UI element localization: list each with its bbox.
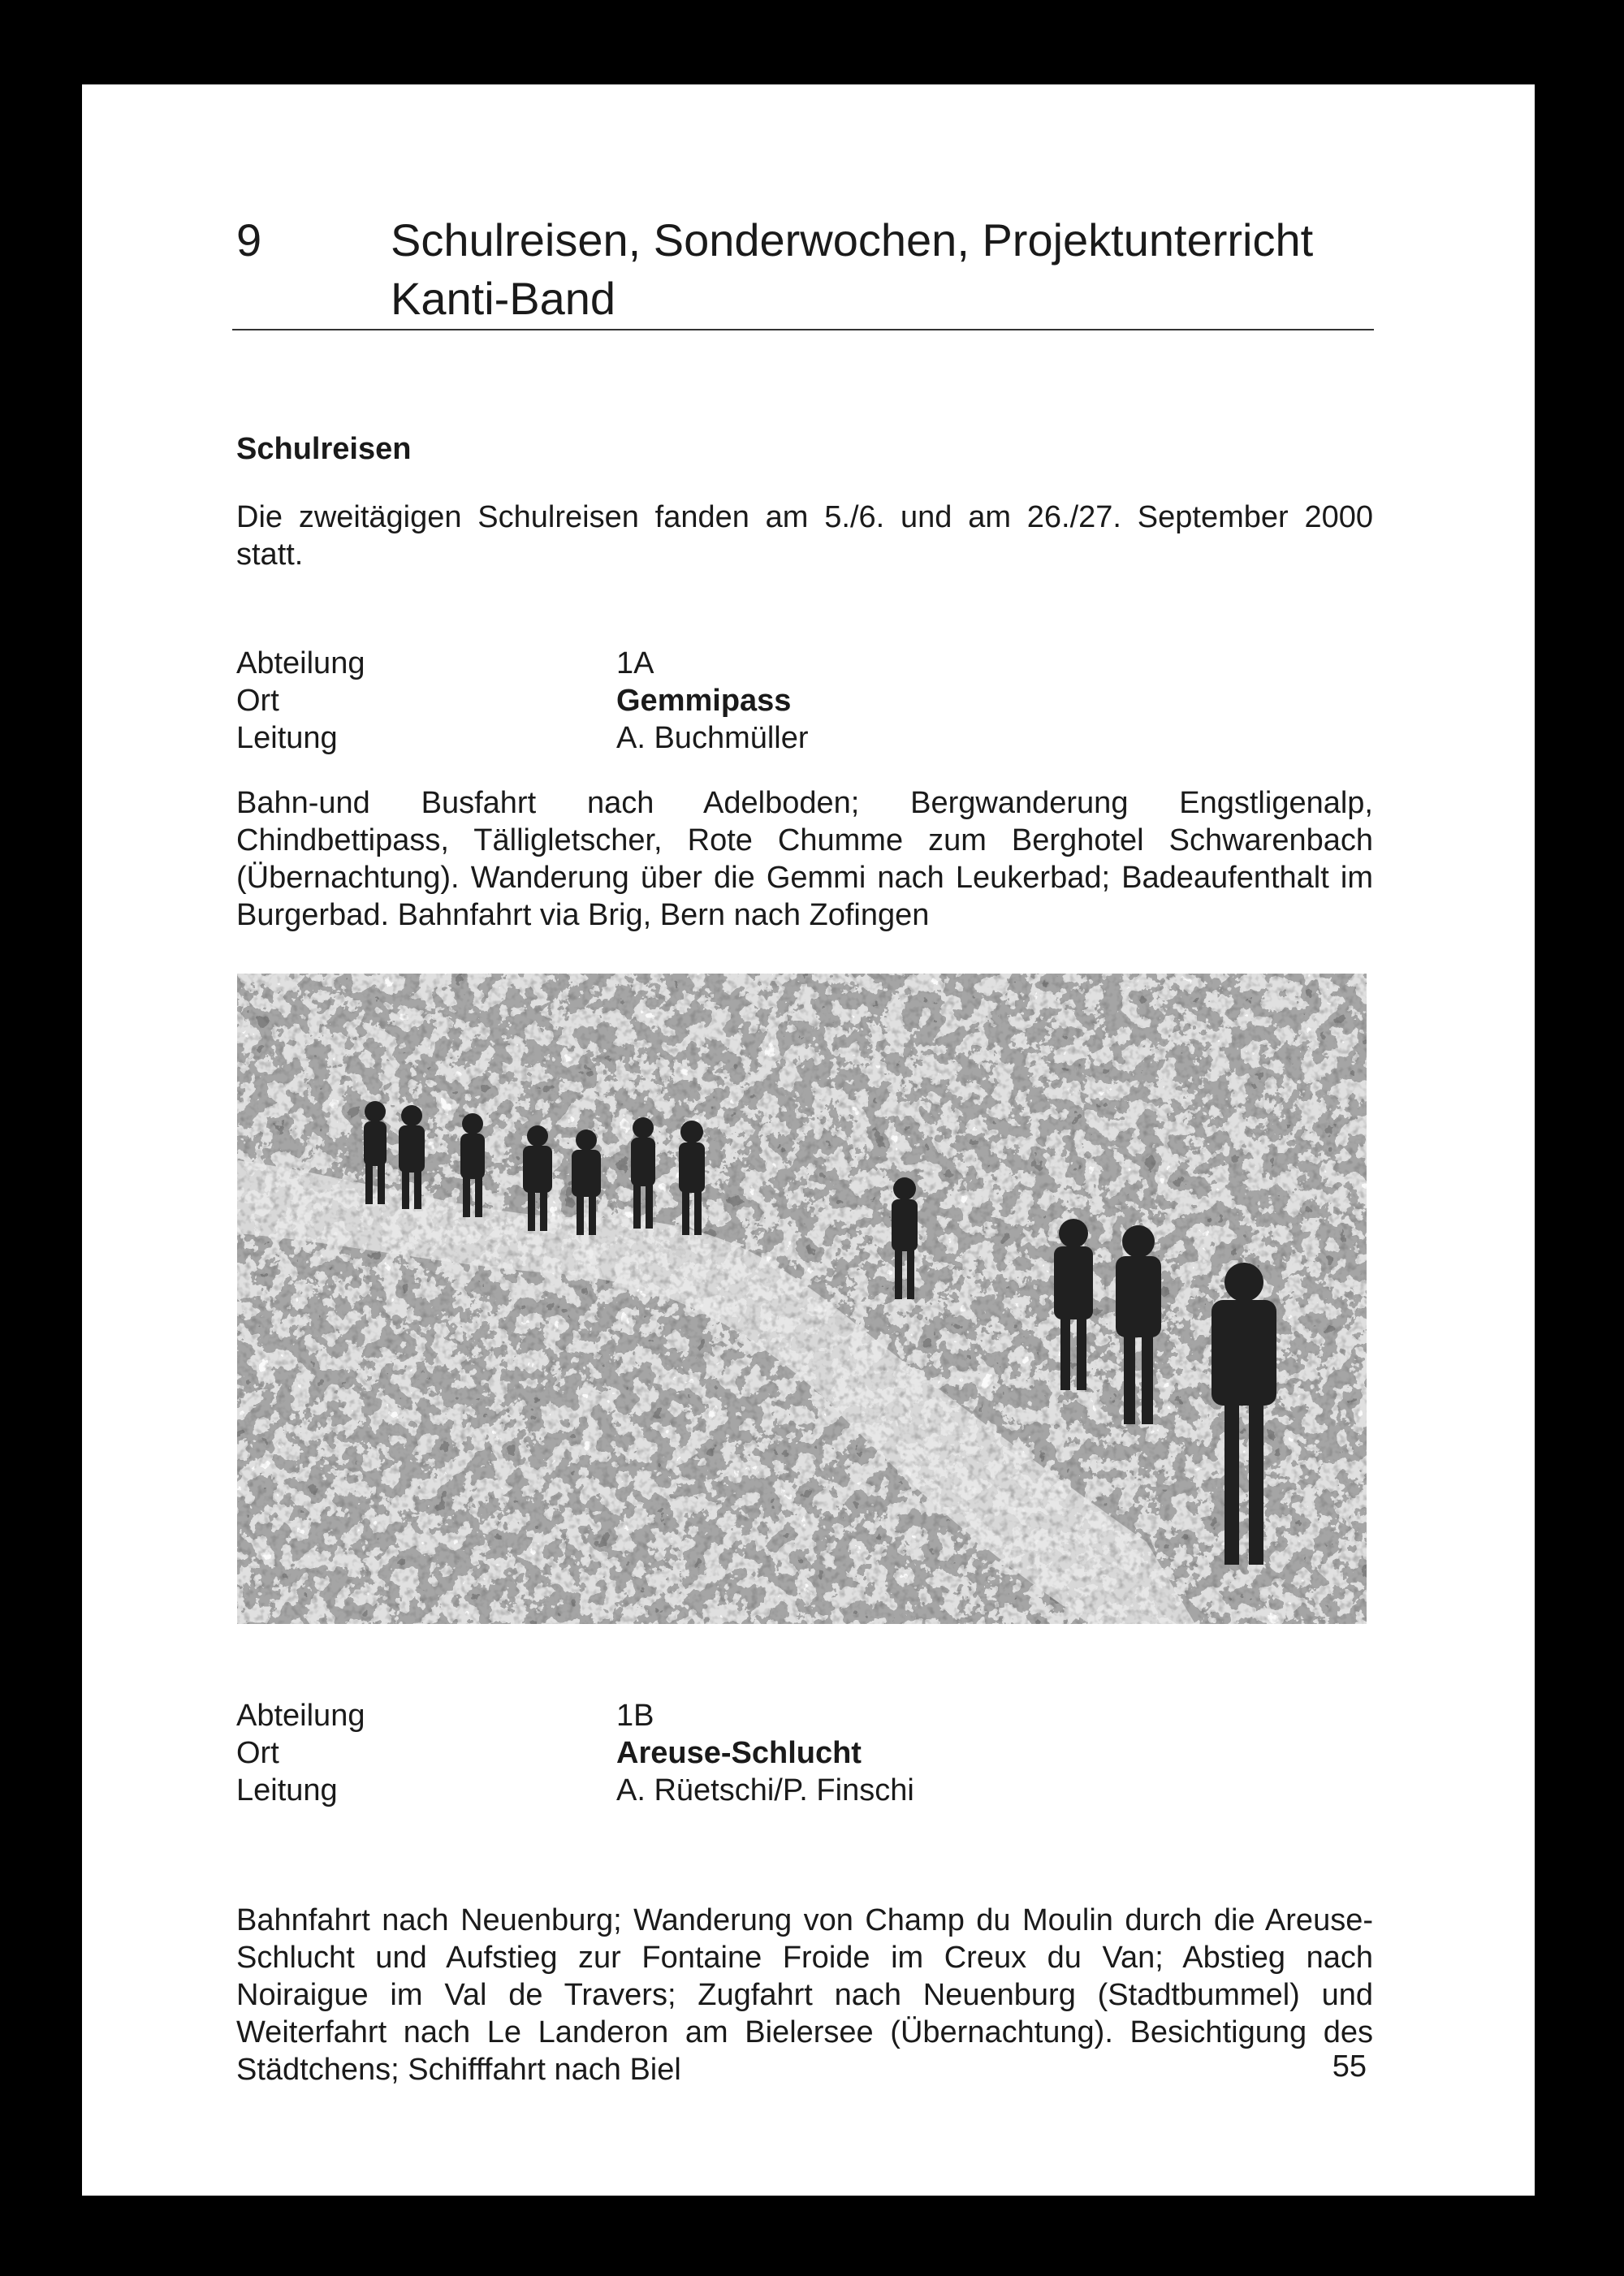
leitung-label: Leitung <box>236 721 338 755</box>
hiking-photo <box>237 974 1367 1624</box>
ort-label: Ort <box>236 684 279 718</box>
abteilung-label: Abteilung <box>236 1699 365 1733</box>
leitung-label: Leitung <box>236 1773 338 1807</box>
info-row-leitung <box>236 719 809 757</box>
info-row-abteilung <box>236 1697 914 1734</box>
chapter-divider <box>232 329 1374 330</box>
ort-value: Areuse-Schlucht <box>616 1736 862 1770</box>
chapter-title <box>391 211 1471 328</box>
trip-info-1a <box>236 645 809 757</box>
chapter-title-line-1: Schulreisen, Sonderwochen, Projektunterricht <box>391 214 1314 266</box>
ort-value: Gemmipass <box>616 684 792 718</box>
info-row-abteilung <box>236 645 809 682</box>
chapter-number: 9 <box>236 214 262 266</box>
info-row-ort <box>236 1734 914 1772</box>
trip-info-1b <box>236 1697 914 1809</box>
ort-label: Ort <box>236 1736 279 1770</box>
trip-description-1a: Bahn-und Busfahrt nach Adelboden; Bergwanderung Engstligenalp, Chindbettipass, Tälligletscher, Rote Chumme zum Berghotel Schwarenbach (Übernachtung). Wanderung über die Gemmi nach Leukerbad; Badeaufenthalt im Burgerbad. Bahnfahrt via Brig, Bern nach Zofingen <box>236 786 1373 932</box>
intro-paragraph: Die zweitägigen Schulreisen fanden am 5./6. und am 26./27. September 2000 statt. <box>236 500 1373 572</box>
section-heading: Schulreisen <box>236 432 412 466</box>
leitung-value: A. Rüetschi/P. Finschi <box>616 1773 914 1807</box>
page-number: 55 <box>1332 2049 1367 2084</box>
info-row-leitung <box>236 1772 914 1809</box>
leitung-value: A. Buchmüller <box>616 721 809 755</box>
trip-description-1b: Bahnfahrt nach Neuenburg; Wanderung von Champ du Moulin durch die Areuse-Schlucht und Aufstieg zur Fontaine Froide im Creux du Van; Abstieg nach Noiraigue im Val de Travers; Zugfahrt nach Neuenburg (Stadtbummel) und Weiterfahrt nach Le Landeron am Bielersee (Übernachtung). Besichtigung des Städtchens; Schifffahrt nach Biel <box>236 1903 1373 2087</box>
document-page <box>82 84 1535 2196</box>
chapter-title-line-2: Kanti-Band <box>391 273 616 324</box>
info-row-ort <box>236 682 809 719</box>
abteilung-label: Abteilung <box>236 646 365 680</box>
abteilung-value: 1B <box>616 1699 654 1733</box>
abteilung-value: 1A <box>616 646 654 680</box>
